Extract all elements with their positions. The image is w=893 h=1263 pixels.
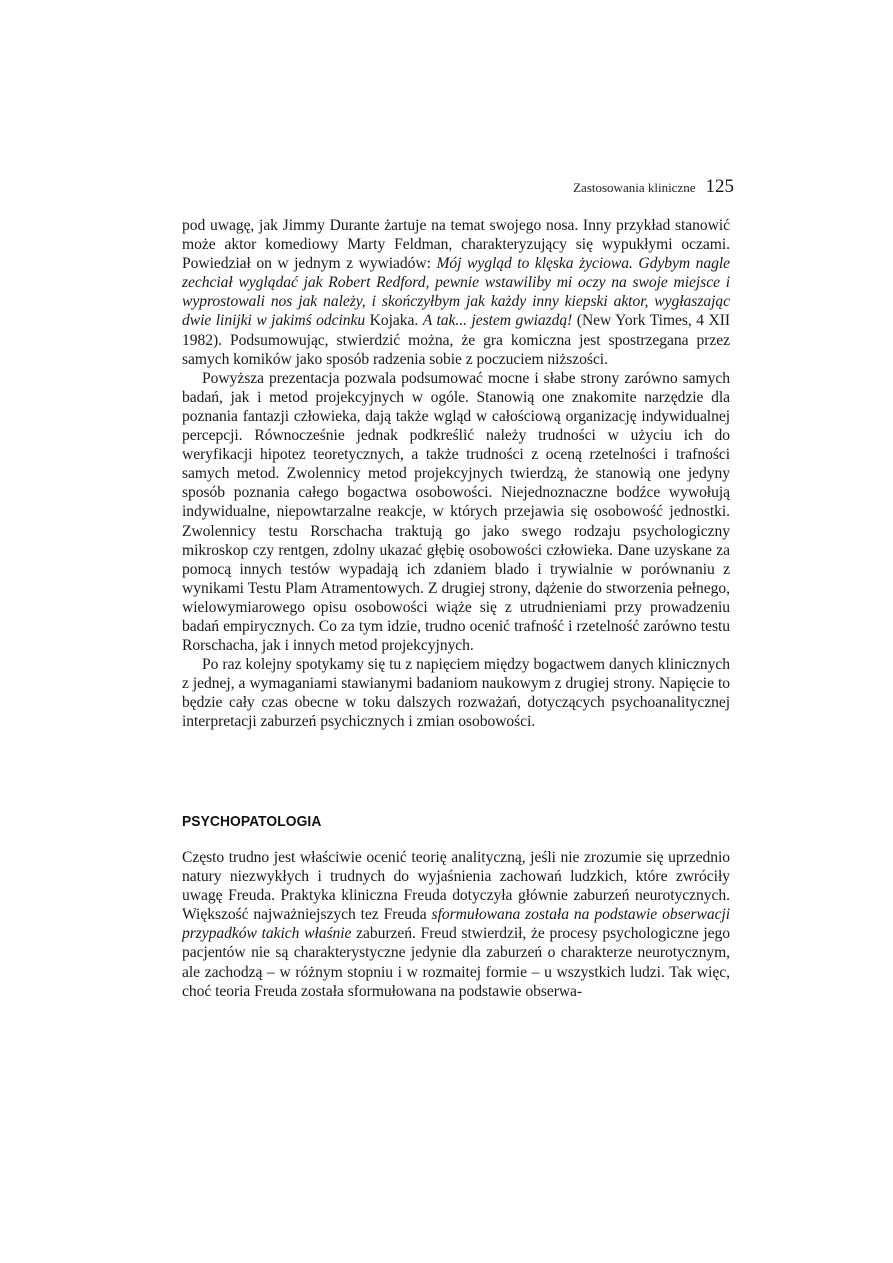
paragraph-4 bbox=[182, 848, 730, 1001]
page-number: 125 bbox=[705, 176, 734, 197]
text-block-top bbox=[182, 216, 730, 732]
paragraph-1-segment: pod uwagę, jak Jimmy Durante żartuje na temat swojego nosa. Inny przykład stanowić może aktor komediowy Marty Feldman, charakteryzujący się wypukłymi oczami. Powiedział on w jednym z wywiadów: bbox=[182, 217, 730, 273]
paragraph-3 bbox=[182, 655, 730, 731]
paragraph-1-segment: Kojaka. bbox=[365, 312, 423, 330]
paragraph-1-quote: Mój wygląd to klęska życiowa. Gdybym nagle zechciał wyglądać jak Robert Redford, pewnie wstawiliby mi oczy na swoje miejsce i wyprostowali nos jak należy, i skończyłbym jak każdy inny kiepski aktor, wygłaszając dwie linijki w jakimś odcinku bbox=[182, 255, 730, 330]
paragraph-4-emphasis: sformułowana została na podstawie obserwacji przypadków takich właśnie bbox=[182, 906, 731, 943]
running-title: Zastosowania kliniczne bbox=[573, 180, 696, 195]
text-block-bottom bbox=[182, 848, 730, 1001]
paragraph-2-text: Powyższa prezentacja pozwala podsumować mocne i słabe strony zarówno samych badań, jak i metod projekcyjnych w ogóle. Stanowią one znakomite narzędzie dla poznania fantazji człowieka, dają także wgląd w całościową organizację indywidualnej percepcji. Równocześnie jednak podkreślić należy trudności w użyciu ich do weryfikacji hipotez teoretycznych, a także trudności z oceną rzetelności i trafności samych metod. Zwolennicy metod projekcyjnych twierdzą, że stanowią one jedyny sposób poznania całego bogactwa osobowości. Niejednoznaczne bodźce wywołują indywidualne, niepowtarzalne reakcje, w których przejawia się osobowość jednostki. Zwolennicy testu Rorschacha traktują go jako swego rodzaju psychologiczny mikroskop czy rentgen, zdolny ukazać głębię osobowości człowieka. Dane uzyskane za pomocą innych testów wypadają ich zdaniem blado i trywialnie w porównaniu z wynikami Testu Plam Atramentowych. Z drugiej strony, dążenie do stworzenia pełnego, wielowymiarowego opisu osobowości wiąże się z utrudnieniami przy prowadzeniu badań empirycznych. Co za tym idzie, trudno ocenić trafność i rzetelność zarówno testu Rorschacha, jak i innych metod projekcyjnych. bbox=[182, 369, 730, 655]
paragraph-1 bbox=[182, 216, 730, 369]
running-header bbox=[482, 176, 734, 200]
paragraph-2 bbox=[182, 369, 730, 655]
paragraph-1-quote: A tak... jestem gwiazdą! bbox=[422, 312, 573, 330]
paragraph-3-text: Po raz kolejny spotykamy się tu z napięciem między bogactwem danych klinicznych z jednej, a wymaganiami stawianymi badaniom naukowym z drugiej strony. Napięcie to będzie cały czas obecne w toku dalszych rozważań, dotyczących psychoanalitycznej interpretacji zaburzeń psychicznych i zmian osobowości. bbox=[182, 656, 730, 731]
paragraph-4-segment: Często trudno jest właściwie ocenić teorię analityczną, jeśli nie zrozumie się uprzednio natury niezwykłych i trudnych do wyjaśnienia zachowań ludzkich, które zwróciły uwagę Freuda. Praktyka kliniczna Freuda dotyczyła głównie zaburzeń neurotycznych. Większość najważniejszych tez Freuda bbox=[182, 849, 730, 924]
paragraph-1-segment: (New York Times, 4 XII 1982). Podsumowując, stwierdzić można, że gra komiczna jest spostrzegana przez samych komików jako sposób radzenia sobie z poczuciem niższości. bbox=[182, 312, 730, 368]
paragraph-4-segment: zaburzeń. Freud stwierdził, że procesy psychologiczne jego pacjentów nie są charakterystyczne jedynie dla zaburzeń o charakterze neurotycznym, ale zachodzą – w różnym stopniu i w rozmaitej formie – u wszystkich ludzi. Tak więc, choć teoria Freuda została sformułowana na podstawie obserwa- bbox=[182, 925, 730, 1000]
section-heading: PSYCHOPATOLOGIA bbox=[182, 813, 322, 830]
